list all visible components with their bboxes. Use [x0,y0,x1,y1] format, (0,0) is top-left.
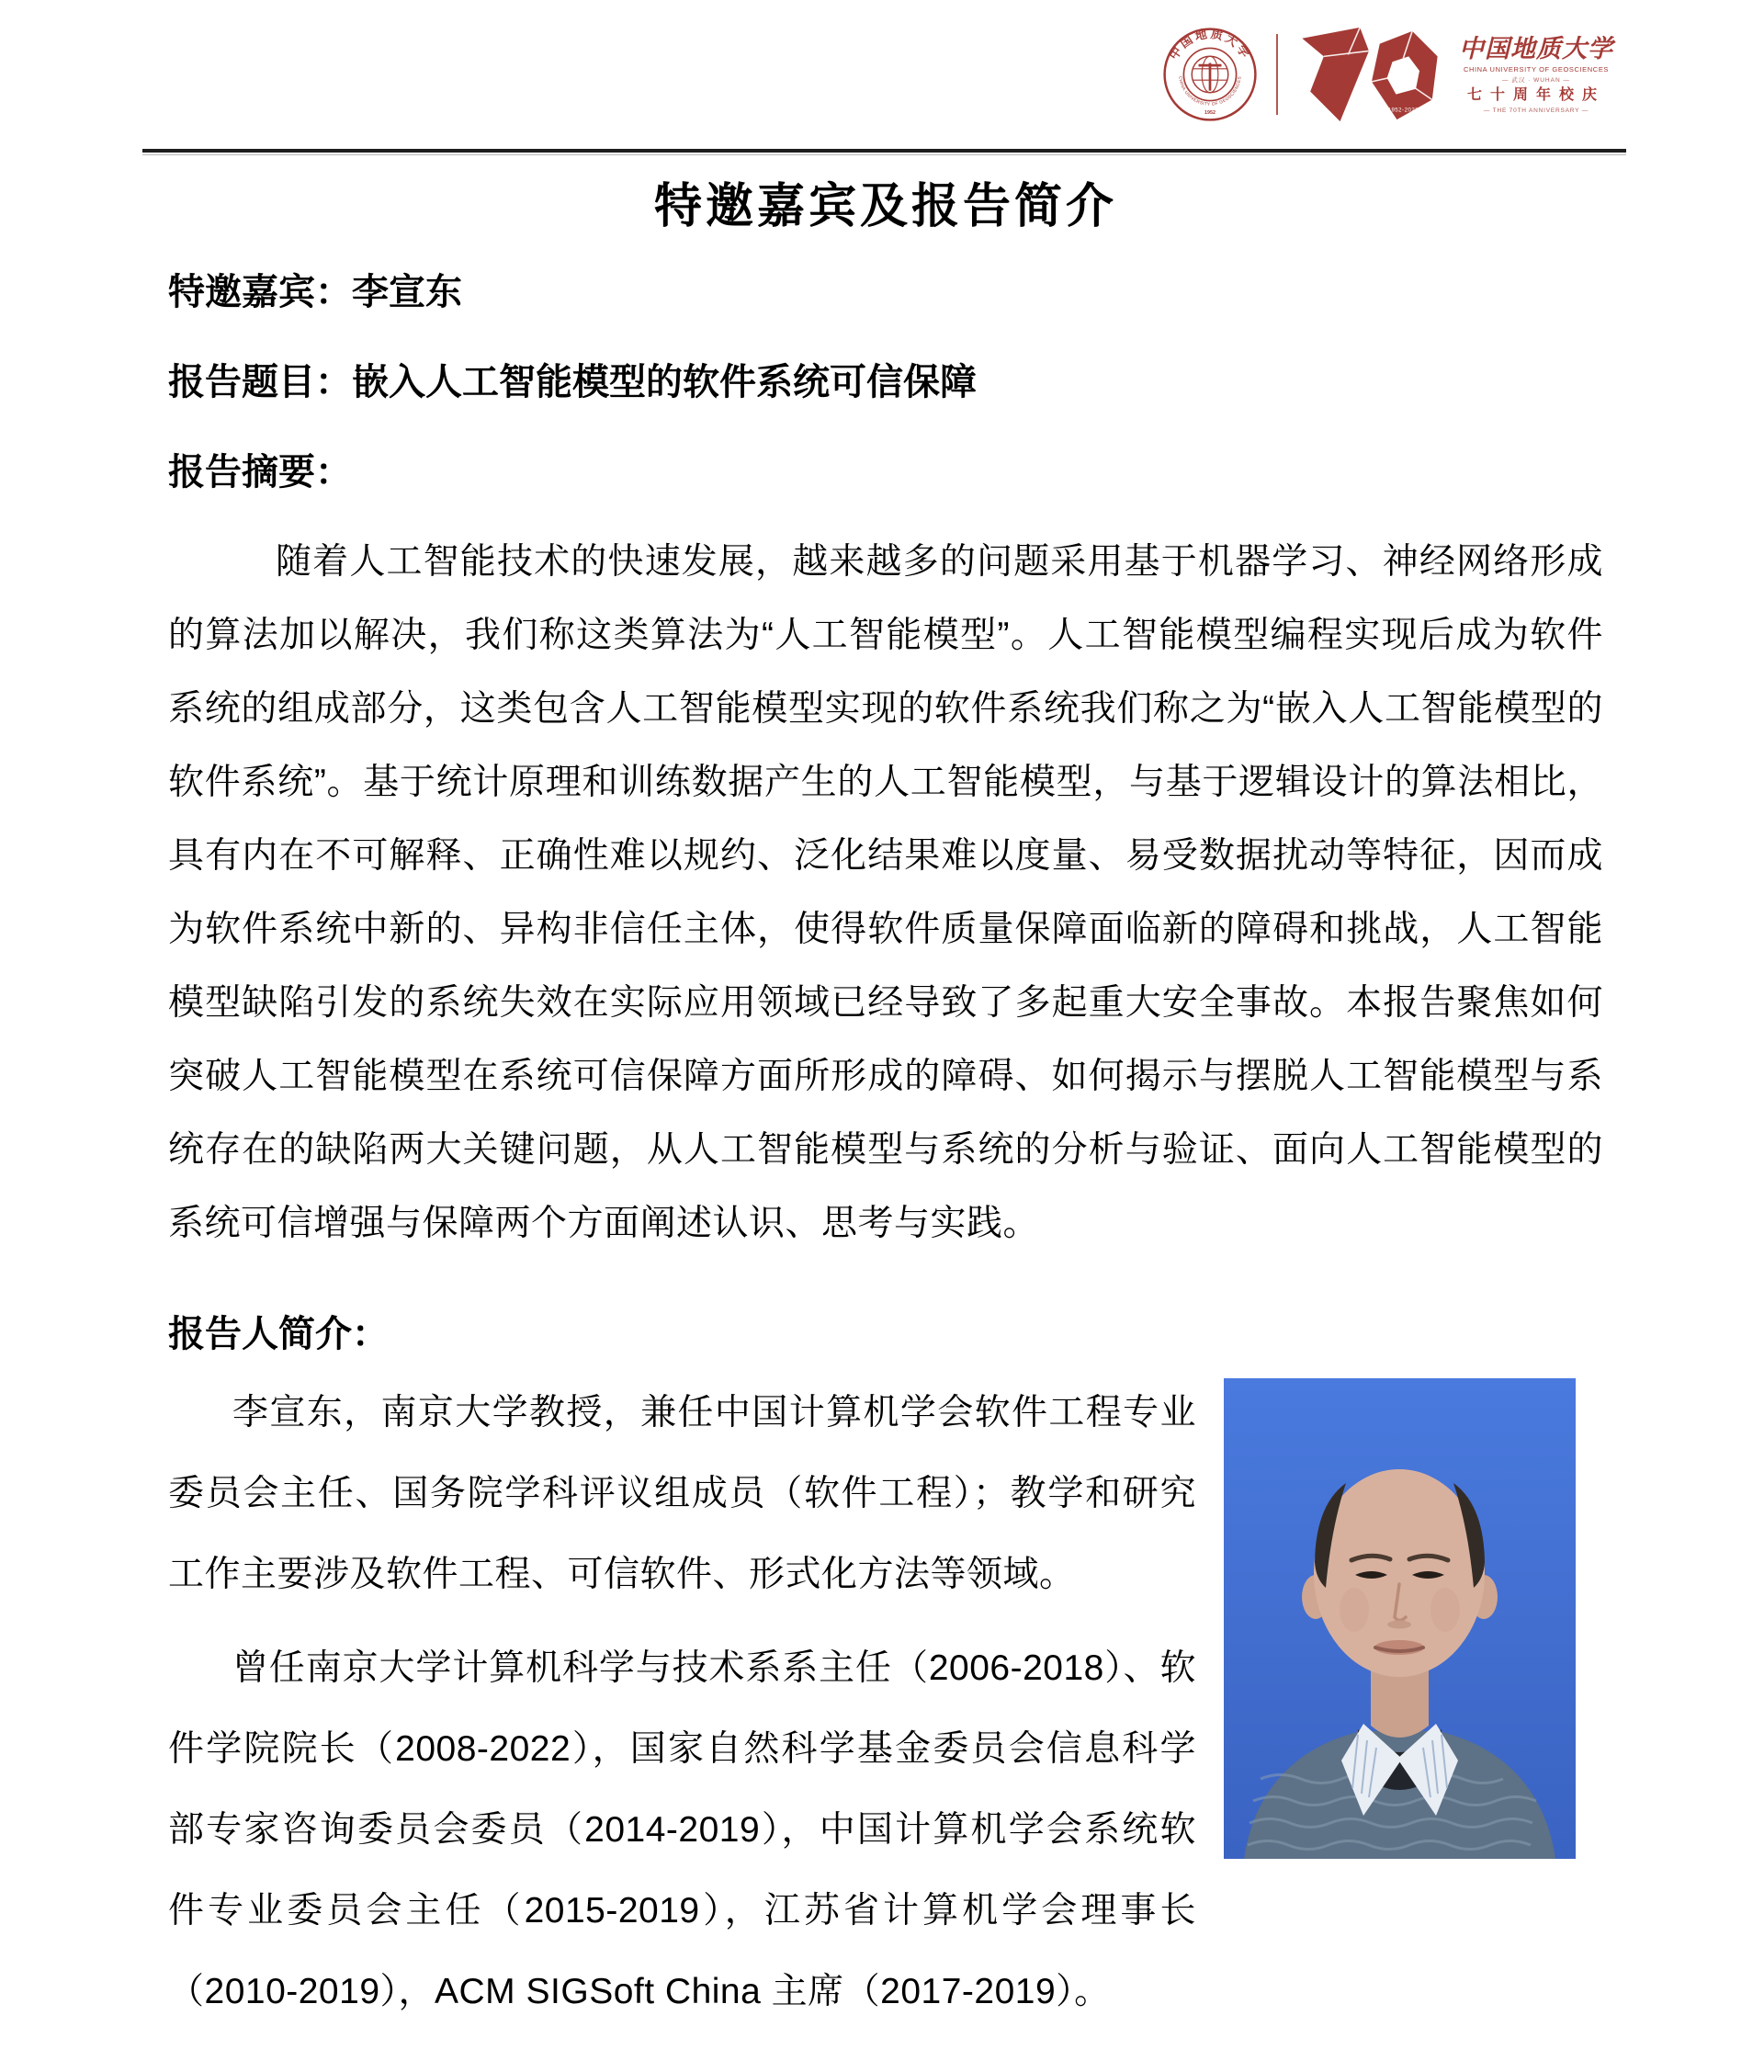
header-rule [142,149,1626,153]
anniversary-70-glyph-icon [1296,24,1442,125]
seal-year: 1952 [1204,110,1216,117]
anniversary-text-block [1451,35,1622,114]
header-divider [1276,34,1278,115]
page-title: 特邀嘉宾及报告简介 [653,180,1117,233]
header-rule-shadow [142,154,1626,155]
anniversary-city-line: — 武汉 · WUHAN — [1502,76,1570,84]
bio-paragraph-2: 曾任南京大学计算机科学与技术系系主任（2006-2018）、软件学院院长（2008-2022），国家自然科学基金委员会信息科学部专家咨询委员会委员（2014-2019），中国计算机学会系统软件专业委员会主任（2015-2019），江苏省计算机学会理事长（2010-2019），ACM SIGSoft China 主席（2017-2019）。 [168,1648,1196,2011]
anniversary-cn-slogan: 七十周年校庆 [1466,87,1605,104]
guest-line [168,270,1603,314]
topic-title: 嵌入人工智能模型的软件系统可信保障 [352,362,977,402]
bio-section [168,1373,1603,2032]
university-seal-logo [1162,27,1258,122]
anniversary-en-slogan: — THE 70TH ANNIVERSARY — [1483,107,1589,114]
speaker-photo [1224,1378,1576,1859]
guest-name: 李宣东 [352,272,462,312]
seal-ring-text-cn: 中国地质大学 [1166,27,1254,62]
topic-label: 报告题目： [168,362,352,402]
abstract-paragraph: 随着人工智能技术的快速发展，越来越多的问题采用基于机器学习、神经网络形成的算法加以解决，我们称这类算法为“人工智能模型”。人工智能模型编程实现后成为软件系统的组成部分，这类包含人工智能模型实现的软件系统我们称之为“嵌入人工智能模型的软件系统”。基于统计原理和训练数据产生的人工智能模型，与基于逻辑设计的算法相比，具有内在不可解释、正确性难以规约、泛化结果难以度量、易受数据扰动等特征，因而成为软件系统中新的、异构非信任主体，使得软件质量保障面临新的障碍和挑战，人工智能模型缺陷引发的系统失效在实际应用领域已经导致了多起重大安全事故。本报告聚焦如何突破人工智能模型在系统可信保障方面所形成的障碍、如何揭示与摆脱人工智能模型与系统存在的缺陷两大关键问题，从人工智能模型与系统的分析与验证、面向人工智能模型的系统可信增强与保障两个方面阐述认识、思考与实践。 [168,542,1603,1243]
anniversary-70-logo [1296,24,1622,125]
abstract-label: 报告摘要： [168,452,352,493]
topic-line [168,360,1603,404]
anniversary-en-name: CHINA UNIVERSITY OF GEOSCIENCES [1463,65,1610,74]
bio-label: 报告人简介： [168,1314,389,1354]
document-body [168,246,1603,2032]
seal-globe-hammer-icon [1192,56,1228,93]
bio-paragraph-1: 李宣东，南京大学教授，兼任中国计算机学会软件工程专业委员会主任、国务院学科评议组成员（软件工程）；教学和研究工作主要涉及软件工程、可信软件、形式化方法等领域。 [168,1393,1196,1594]
header [1162,24,1622,125]
guest-label: 特邀嘉宾： [168,272,352,312]
anniversary-cn-name: 中国地质大学 [1459,35,1613,63]
seal-ring-text-en: CHINA UNIVERSITY OF GEOSCIENCES [1177,75,1243,108]
anniversary-years: 1952-2022 [1387,107,1419,114]
